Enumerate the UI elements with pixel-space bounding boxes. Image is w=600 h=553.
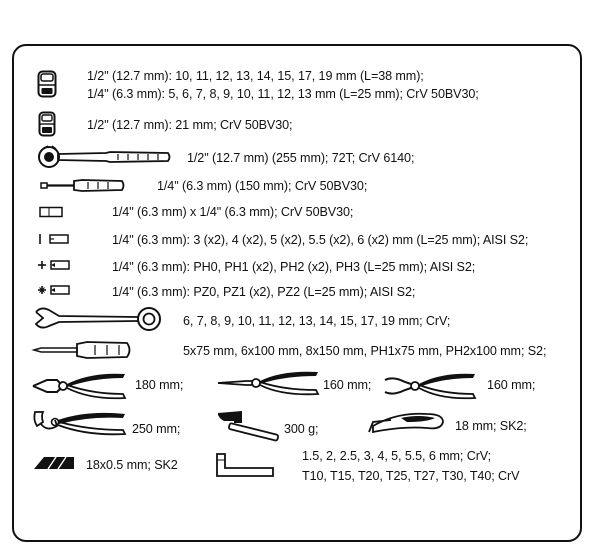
ratchet-line: 1/2" (12.7 mm) (255 mm); 72T; CrV 6140; (187, 151, 415, 165)
diagonal-cutting-pliers-icon (383, 368, 477, 404)
water-pump-pliers-label: 250 mm; (132, 422, 181, 436)
ratchet-handle-icon (36, 145, 172, 169)
combination-pliers-label: 180 mm; (135, 378, 184, 392)
pozidriv-bit-icon (37, 283, 71, 297)
spark-plug-socket-icon (38, 111, 56, 137)
adapter-icon (39, 206, 63, 218)
flat-bits-line: 1/4" (6.3 mm): 3 (x2), 4 (x2), 5 (x2), 5.5 (x2), 6 (x2) mm (L=25 mm); AISI S2; (112, 233, 529, 247)
hex-keys-line-2: T10, T15, T20, T25, T27, T30, T40; CrV (302, 469, 520, 483)
combination-pliers-icon (31, 368, 127, 404)
combination-wrenches-line: 6, 7, 8, 9, 10, 11, 12, 13, 14, 15, 17, 19 mm; CrV; (183, 314, 451, 328)
phillips-bit-icon (37, 258, 71, 272)
flat-bit-icon (38, 233, 70, 245)
knife-blades-label: 18x0.5 mm; SK2 (86, 458, 178, 472)
screwdrivers-line: 5x75 mm, 6x100 mm, 8x150 mm, PH1x75 mm, PH2x100 mm; S2; (183, 344, 547, 358)
diagonal-pliers-label: 160 mm; (487, 378, 536, 392)
hex-key-icon (215, 452, 275, 478)
hammer-label: 300 g; (284, 422, 319, 436)
bit-driver-handle-icon (40, 176, 126, 194)
socket-icon (37, 70, 57, 98)
pozidriv-bits-line: 1/4" (6.3 mm): PZ0, PZ1 (x2), PZ2 (L=25 mm); AISI S2; (112, 285, 416, 299)
blades-icon (32, 455, 76, 471)
hex-keys-line-1: 1.5, 2, 2.5, 3, 4, 5, 5.5, 6 mm; CrV; (302, 449, 492, 463)
spark-plug-socket-line: 1/2" (12.7 mm): 21 mm; CrV 50BV30; (87, 118, 293, 132)
long-nose-pliers-icon (216, 366, 320, 400)
combination-wrench-icon (33, 306, 163, 334)
bit-driver-line: 1/4" (6.3 mm) (150 mm); CrV 50BV30; (157, 179, 368, 193)
socket-set-line-1: 1/2" (12.7 mm): 10, 11, 12, 13, 14, 15, 17, 19 mm (L=38 mm); (87, 69, 424, 83)
socket-set-line-2: 1/4" (6.3 mm): 5, 6, 7, 8, 9, 10, 11, 12, 13 mm (L=25 mm); CrV 50BV30; (87, 87, 479, 101)
utility-knife-label: 18 mm; SK2; (455, 419, 527, 433)
utility-knife-icon (367, 410, 445, 438)
screwdriver-icon (33, 339, 133, 361)
adapter-line: 1/4" (6.3 mm) x 1/4" (6.3 mm); CrV 50BV30; (112, 205, 354, 219)
hammer-icon (216, 409, 282, 437)
long-nose-pliers-label: 160 mm; (323, 378, 372, 392)
water-pump-pliers-icon (31, 406, 127, 440)
phillips-bits-line: 1/4" (6.3 mm): PH0, PH1 (x2), PH2 (x2), PH3 (L=25 mm); AISI S2; (112, 260, 476, 274)
